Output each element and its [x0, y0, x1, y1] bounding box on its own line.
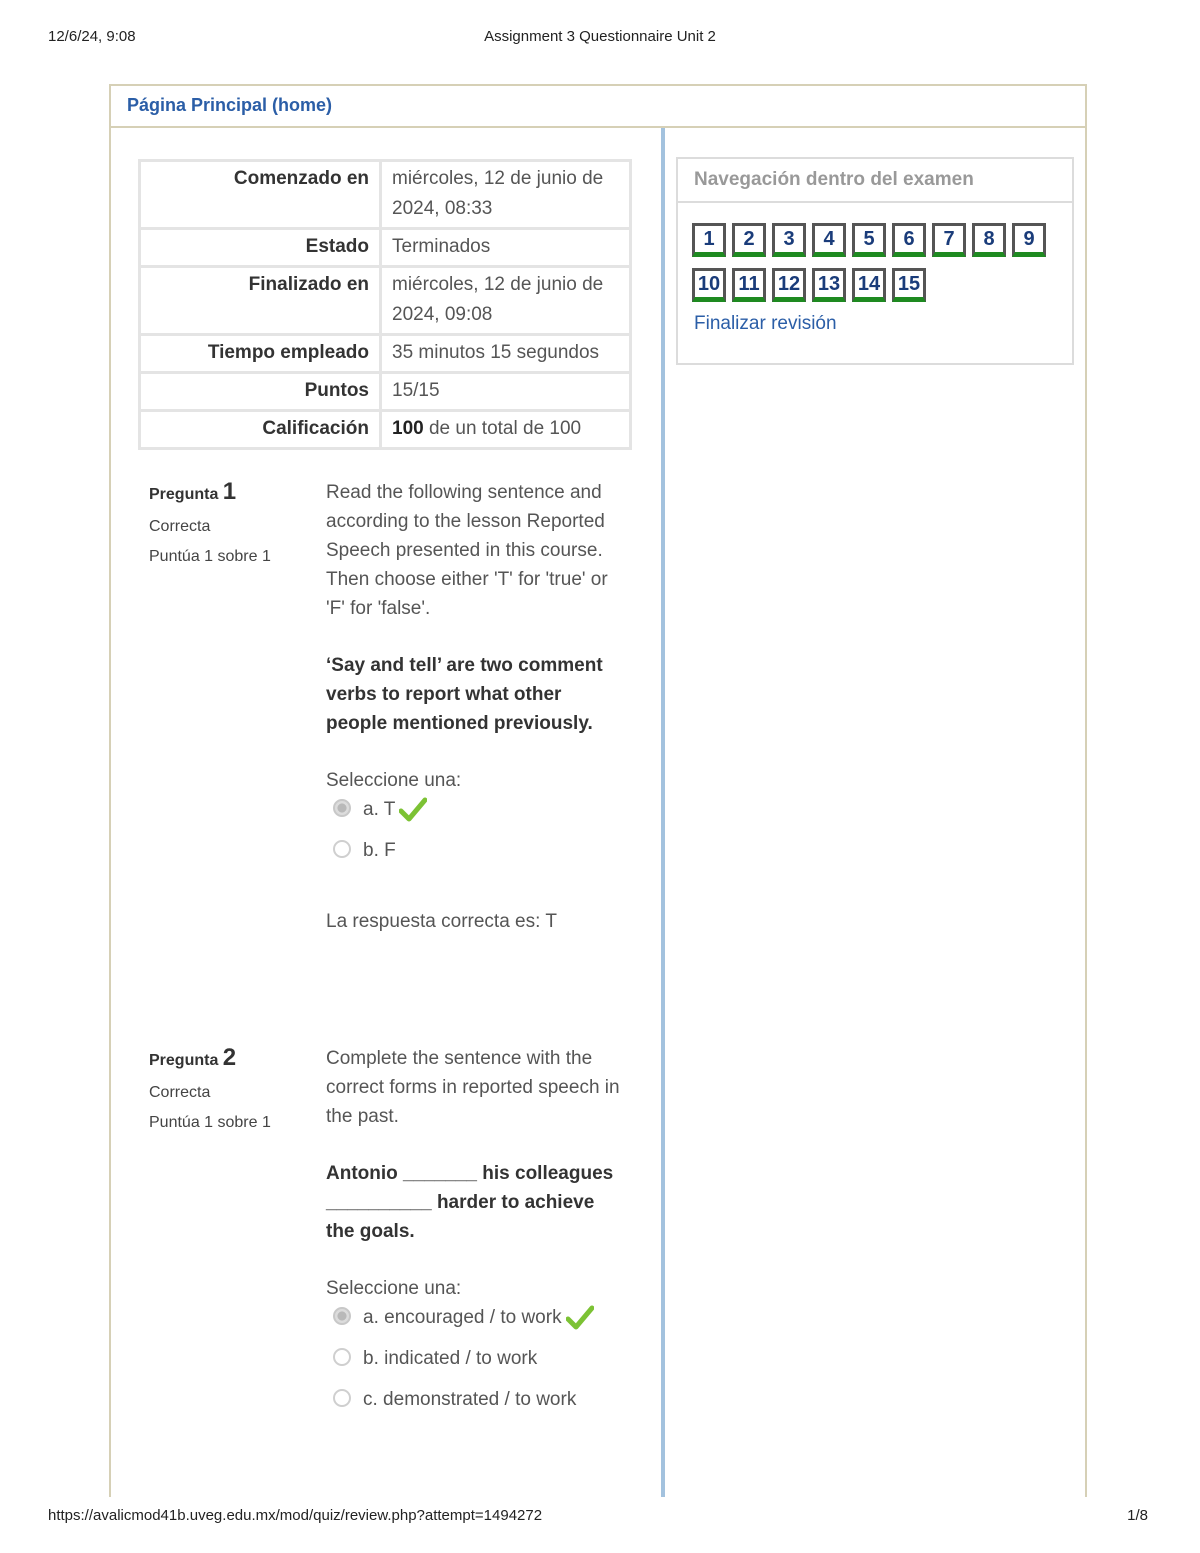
quiz-navigation-title: Navegación dentro del examen [678, 159, 1072, 203]
option-label: c. demonstrated / to work [363, 1389, 577, 1410]
radio-unselected[interactable] [333, 840, 351, 858]
nav-question-button[interactable]: 1 [692, 223, 726, 257]
answer-option[interactable] [326, 1303, 626, 1344]
nav-question-button[interactable]: 6 [892, 223, 926, 257]
answer-option-row [363, 1303, 594, 1332]
summary-label: Puntos [140, 373, 381, 411]
finish-review-link[interactable]: Finalizar revisión [694, 313, 837, 334]
question-number [149, 1044, 271, 1072]
answer-option[interactable] [326, 1344, 626, 1385]
radio-selected[interactable] [333, 1307, 351, 1325]
question-grade: Puntúa 1 sobre 1 [149, 548, 271, 565]
radio-unselected[interactable] [333, 1348, 351, 1366]
question-2-content [326, 1044, 626, 1426]
summary-value: miércoles, 12 de junio de 2024, 09:08 [381, 267, 631, 335]
answer-option[interactable] [326, 1385, 626, 1426]
correct-answer-feedback: La respuesta correcta es: T [326, 911, 557, 932]
nav-question-button[interactable]: 2 [732, 223, 766, 257]
summary-row-points [140, 373, 631, 411]
question-label: Pregunta [149, 486, 219, 503]
nav-question-button[interactable]: 9 [1012, 223, 1046, 257]
question-number [149, 478, 271, 506]
question-text: Read the following sentence and according to the lesson Reported Speech presented in this course. Then choose either 'T' for 'true' or 'F' for 'false'. [326, 482, 608, 619]
home-link[interactable]: Página Principal (home) [127, 95, 333, 115]
question-number-value: 1 [222, 478, 237, 505]
question-label: Pregunta [149, 1052, 219, 1069]
select-one-prompt: Seleccione una: [326, 770, 462, 791]
nav-question-button[interactable]: 3 [772, 223, 806, 257]
summary-label: Estado [140, 229, 381, 267]
option-label: a. encouraged / to work [363, 1307, 562, 1328]
summary-label: Calificación [140, 411, 381, 449]
nav-question-button[interactable]: 10 [692, 268, 726, 302]
question-state: Correcta [149, 518, 211, 535]
question-2-info [149, 1044, 271, 1132]
question-number-value: 2 [222, 1044, 237, 1071]
summary-row-grade [140, 411, 631, 449]
check-icon [399, 797, 427, 823]
summary-row-finished [140, 267, 631, 335]
question-1-content [326, 478, 626, 936]
summary-value [381, 411, 631, 449]
quiz-navigation-block [676, 157, 1074, 365]
print-url: https://avalicmod41b.uveg.edu.mx/mod/quiz/review.php?attempt=1494272 [48, 1507, 543, 1524]
question-statement: Antonio _______ his colleagues __________ harder to achieve the goals. [326, 1163, 614, 1242]
summary-value: miércoles, 12 de junio de 2024, 08:33 [381, 161, 631, 229]
option-label: a. T [363, 799, 396, 820]
option-label: b. F [363, 840, 396, 861]
answer-option-row [363, 795, 427, 824]
radio-selected[interactable] [333, 799, 351, 817]
select-one-prompt: Seleccione una: [326, 1278, 462, 1299]
radio-unselected[interactable] [333, 1389, 351, 1407]
summary-value: Terminados [381, 229, 631, 267]
summary-label: Comenzado en [140, 161, 381, 229]
nav-question-button[interactable]: 11 [732, 268, 766, 302]
summary-label: Finalizado en [140, 267, 381, 335]
summary-value: 15/15 [381, 373, 631, 411]
option-label: b. indicated / to work [363, 1348, 538, 1369]
check-icon [566, 1305, 594, 1331]
nav-question-button[interactable]: 14 [852, 268, 886, 302]
summary-label: Tiempo empleado [140, 335, 381, 373]
nav-question-button[interactable]: 5 [852, 223, 886, 257]
grade-score: 100 [392, 418, 424, 439]
question-text: Complete the sentence with the correct forms in reported speech in the past. [326, 1048, 620, 1127]
summary-value: 35 minutos 15 segundos [381, 335, 631, 373]
print-page-title: Assignment 3 Questionnaire Unit 2 [484, 28, 716, 45]
nav-question-button[interactable]: 13 [812, 268, 846, 302]
answer-option[interactable] [326, 836, 626, 877]
print-datetime: 12/6/24, 9:08 [48, 28, 136, 45]
question-grade: Puntúa 1 sobre 1 [149, 1114, 271, 1131]
breadcrumb-bar [111, 86, 1085, 128]
question-state: Correcta [149, 1084, 211, 1101]
column-divider [661, 128, 665, 1497]
nav-question-button[interactable]: 8 [972, 223, 1006, 257]
summary-row-state [140, 229, 631, 267]
nav-question-button[interactable]: 12 [772, 268, 806, 302]
answer-option[interactable] [326, 795, 626, 836]
grade-total: de un total de 100 [423, 418, 582, 439]
attempt-summary-table [138, 159, 632, 450]
nav-question-button[interactable]: 15 [892, 268, 926, 302]
print-page-number: 1/8 [1127, 1507, 1148, 1524]
nav-question-button[interactable]: 4 [812, 223, 846, 257]
question-statement: ‘Say and tell’ are two comment verbs to report what other people mentioned previously. [326, 655, 603, 734]
nav-question-button[interactable]: 7 [932, 223, 966, 257]
question-1-info [149, 478, 271, 566]
summary-row-time [140, 335, 631, 373]
summary-row-started [140, 161, 631, 229]
